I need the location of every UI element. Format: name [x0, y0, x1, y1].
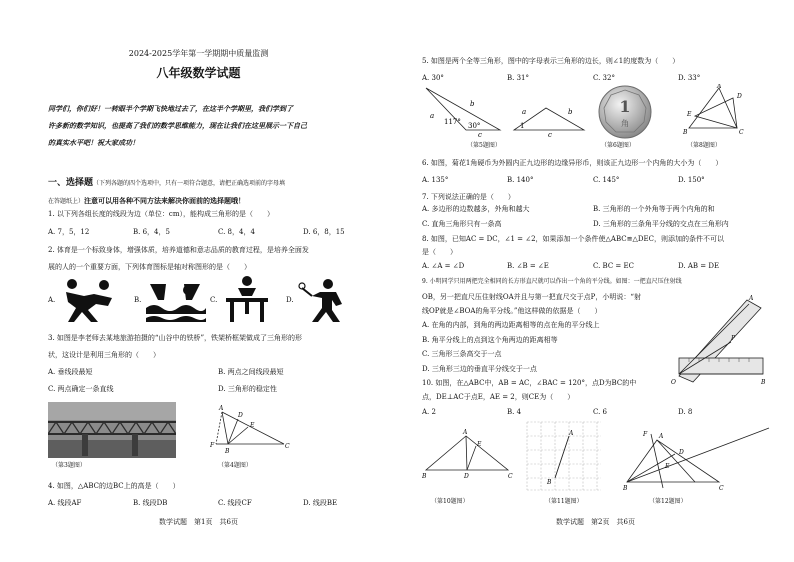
fig6-caption: （第6题图）: [601, 142, 635, 149]
fig10-label-d: D: [464, 473, 469, 480]
q6-option-b: B. 140°: [507, 176, 534, 184]
q2-option-b: B.: [134, 296, 142, 304]
fig5-left-b: b: [470, 100, 475, 108]
q4-option-b: B. 线段DB: [133, 499, 168, 507]
q6-option-d: D. 150°: [678, 176, 705, 184]
fig5-caption: （第5题图）: [467, 142, 501, 149]
q8-option-c: C. BC = EC: [593, 262, 634, 270]
q10-option-c: C. 6: [593, 408, 608, 416]
fig8-label-d: D: [737, 93, 742, 100]
fig5-right-a: a: [522, 108, 527, 116]
q9-line-1: 9. 小明同学只用两把完全相同的长方形直尺就可以作出一个角的平分线。如图：一把直尺压住射线: [422, 278, 682, 285]
fig4-label-e: E: [250, 422, 255, 429]
q3-option-d: D. 三角形的稳定性: [218, 385, 277, 393]
q1-option-c: C. 8，4，4: [218, 228, 255, 236]
q4-option-c: C. 线段CF: [218, 499, 252, 507]
q6-option-c: C. 145°: [593, 176, 620, 184]
fig5-angle-1: 1: [520, 122, 525, 130]
figure-q5-triangles: [422, 84, 592, 138]
figure-q9-rulers: [669, 292, 769, 388]
q3-option-a: A. 垂线段最短: [48, 368, 93, 376]
fig10-label-b: B: [422, 473, 427, 480]
q7-option-b: B. 三角形的一个外角等于两个内角的和: [593, 205, 715, 213]
fig5-right-c: c: [548, 131, 552, 138]
q1-stem: 1. 以下列各组长度的线段为边（单位：cm），能构成三角形的是（ ）: [48, 210, 274, 218]
exam-title: 八年级数学试题: [156, 66, 241, 80]
q5-option-d: D. 33°: [678, 74, 701, 82]
fig8-label-b: B: [683, 129, 688, 136]
fig4-label-a: A: [219, 405, 224, 412]
fig12-label-f: F: [643, 431, 648, 438]
table-tennis-table-pictogram: [222, 274, 272, 324]
fig5-left-c: c: [478, 131, 482, 138]
fig9-label-p: P: [731, 335, 736, 342]
q6-option-a: A. 135°: [422, 176, 449, 184]
fig4-caption: （第4题图）: [218, 462, 252, 469]
fig8-label-c: C: [739, 129, 744, 136]
q9-line-2: OB，另一把直尺压住射线OA并且与第一把直尺交于点P，小明说：“射: [422, 293, 641, 301]
iron-bridge-photo: [48, 402, 176, 458]
exam-header: 2024-2025学年第一学期期中质量监测: [128, 49, 269, 58]
figure-q11-grid: [525, 420, 603, 492]
fig9-label-a: A: [749, 295, 754, 302]
q10-line-1: 10. 如图，在△ABC中，AB = AC，∠BAC = 120°，点D为BC的中: [422, 379, 637, 387]
fig4-label-b: B: [225, 448, 230, 455]
fig4-label-f: F: [210, 442, 215, 449]
page-2: [397, 0, 794, 562]
q1-option-a: A. 7，5，12: [48, 228, 90, 236]
fig8-label-a: A: [717, 84, 722, 90]
coin-unit: 角: [621, 119, 629, 128]
figure-q4-triangle: [210, 402, 300, 458]
section1-note-2: 在答题纸上）: [48, 198, 85, 205]
section1-emphasis: 注意可以用各种不同方法来解决你面前的选择题哦！: [84, 196, 246, 205]
fig9-label-o: O: [671, 379, 676, 386]
q7-option-a: A. 多边形的边数越多，外角和越大: [422, 205, 530, 213]
q6-stem: 6. 如图，菊花1角硬币为外圆内正九边形的边缘异形币，则该正九边形一个内角的大小为（ ）: [422, 159, 723, 167]
q9-option-c: C. 三角形三条高交于一点: [422, 350, 502, 358]
figure-q8-triangles: [679, 84, 759, 138]
q9-option-a: A. 在角的内部，到角的两边距离相等的点在角的平分线上: [422, 321, 600, 329]
fig9-label-b: B: [761, 379, 766, 386]
fig4-label-d: D: [238, 412, 243, 419]
fig12-caption: （第12题图）: [649, 498, 687, 505]
q8-option-b: B. ∠B = ∠E: [507, 262, 549, 270]
badminton-pictogram: [298, 276, 352, 324]
q3-option-b: B. 两点之间线段最短: [218, 368, 284, 376]
q5-stem: 5. 如图是两个全等三角形，图中的字母表示三角形的边长，则∠1的度数为（ ）: [422, 57, 680, 65]
greeting-line-1: 同学们，你们好！一转眼半个学期飞快地过去了，在这半个学期里，我们学到了: [48, 104, 293, 113]
fig12-label-c: C: [719, 485, 724, 492]
section1-heading-row: [48, 170, 285, 189]
q4-option-a: A. 线段AF: [48, 499, 82, 507]
fig12-label-b: B: [623, 485, 628, 492]
q2-option-c: C.: [210, 296, 218, 304]
q10-option-b: B. 4: [507, 408, 522, 416]
q7-stem: 7. 下列说法正确的是（ ）: [422, 193, 515, 201]
swimming-pictogram: [144, 278, 206, 322]
fig4-label-c: C: [285, 443, 290, 450]
figure-q12-construction: [623, 424, 773, 492]
q1-option-d: D. 6，8，15: [303, 228, 345, 236]
q5-option-b: B. 31°: [507, 74, 530, 82]
q7-option-c: C. 直角三角形只有一条高: [422, 220, 502, 228]
fig12-label-a: A: [659, 433, 664, 440]
q8-option-d: D. AB = DE: [678, 262, 720, 270]
q8-option-a: A. ∠A = ∠D: [422, 262, 465, 270]
figure-q10-triangle: [422, 424, 522, 484]
q10-line-2: 点，DE⊥AC于点E，AE = 2，则CE为（ ）: [422, 393, 575, 401]
fig3-caption: （第3题图）: [52, 462, 86, 469]
coin-photo: [597, 84, 653, 140]
q2-stem-2: 展的人的一个重要方面，下列体育图标是轴对称图形的是（ ）: [48, 263, 251, 271]
q3-option-c: C. 两点确定一条直线: [48, 385, 114, 393]
greeting-line-2: 许多新的数学知识，也提高了我们的数学思维能力，现在让我们在这里展示一下自己: [48, 121, 307, 130]
fig5-angle-30: 30°: [468, 122, 481, 130]
q4-option-d: D. 线段BE: [303, 499, 338, 507]
q2-option-d: D.: [286, 296, 294, 304]
q4-stem: 4. 如图，△ABC的边BC上的高是（ ）: [48, 482, 180, 490]
fig8-label-e: E: [687, 111, 692, 118]
q5-option-a: A. 30°: [422, 74, 444, 82]
q2-stem-1: 2. 体育是一个标致身体，增强体质，培养道德和意志品质的教育过程，是培养全面发: [48, 246, 309, 254]
q3-stem-2: 状，这设计是利用三角形的（ ）: [48, 351, 160, 359]
q3-stem-1: 3. 如图是李老师去某地旅游拍摄的“山谷中的铁桥”，铁架桥框架做成了三角形的形: [48, 334, 303, 342]
fig5-left-a: a: [430, 112, 435, 120]
fig11-label-b: B: [547, 479, 552, 486]
q9-line-3: 线OP就是∠BOA的角平分线。”他这样做的依据是（ ）: [422, 307, 602, 315]
fig5-angle-117: 117°: [444, 118, 461, 126]
fig10-label-e: E: [477, 441, 482, 448]
q7-option-d: D. 三角形的三条角平分线的交点在三角形内: [593, 220, 729, 228]
q8-stem-1: 8. 如图，已知AC = DC，∠1 = ∠2，如果添加一个条件使△ABC≌△DEC，则添加的条件不可以: [422, 235, 724, 243]
fig12-label-d: D: [679, 449, 684, 456]
q10-option-d: D. 8: [678, 408, 693, 416]
fig8-caption: （第8题图）: [687, 142, 721, 149]
q5-option-c: C. 32°: [593, 74, 615, 82]
fig10-label-a: A: [463, 429, 468, 436]
coin-digit: 1: [619, 97, 631, 116]
q8-stem-2: 是（ ）: [422, 248, 457, 256]
greeting-line-3: 的真实水平吧！祝大家成功！: [48, 138, 139, 147]
q1-option-b: B. 6，4，5: [133, 228, 170, 236]
section1-note-row: [48, 188, 245, 207]
q9-option-b: B. 角平分线上的点到这个角两边的距离相等: [422, 336, 558, 344]
fig12-label-e: E: [665, 463, 670, 470]
q10-option-a: A. 2: [422, 408, 436, 416]
fig11-caption: （第11题图）: [545, 498, 583, 505]
section1-heading: 一、选择题: [48, 178, 94, 188]
section1-note-1: （下列各题的四个选项中，只有一项符合题意，请把正确选项前的字母填: [93, 180, 286, 187]
fig10-label-c: C: [508, 473, 513, 480]
page-2-footer: 数学试题 第2页 共6页: [556, 518, 635, 526]
fig10-caption: （第10题图）: [431, 498, 469, 505]
q2-option-a: A.: [48, 296, 56, 304]
wrestling-pictogram: [58, 276, 120, 324]
fig5-right-b: b: [568, 108, 573, 116]
page-1-footer: 数学试题 第1页 共6页: [159, 518, 238, 526]
fig11-label-a: A: [569, 430, 574, 437]
q9-option-d: D. 三角形三边的垂直平分线交于一点: [422, 365, 537, 373]
